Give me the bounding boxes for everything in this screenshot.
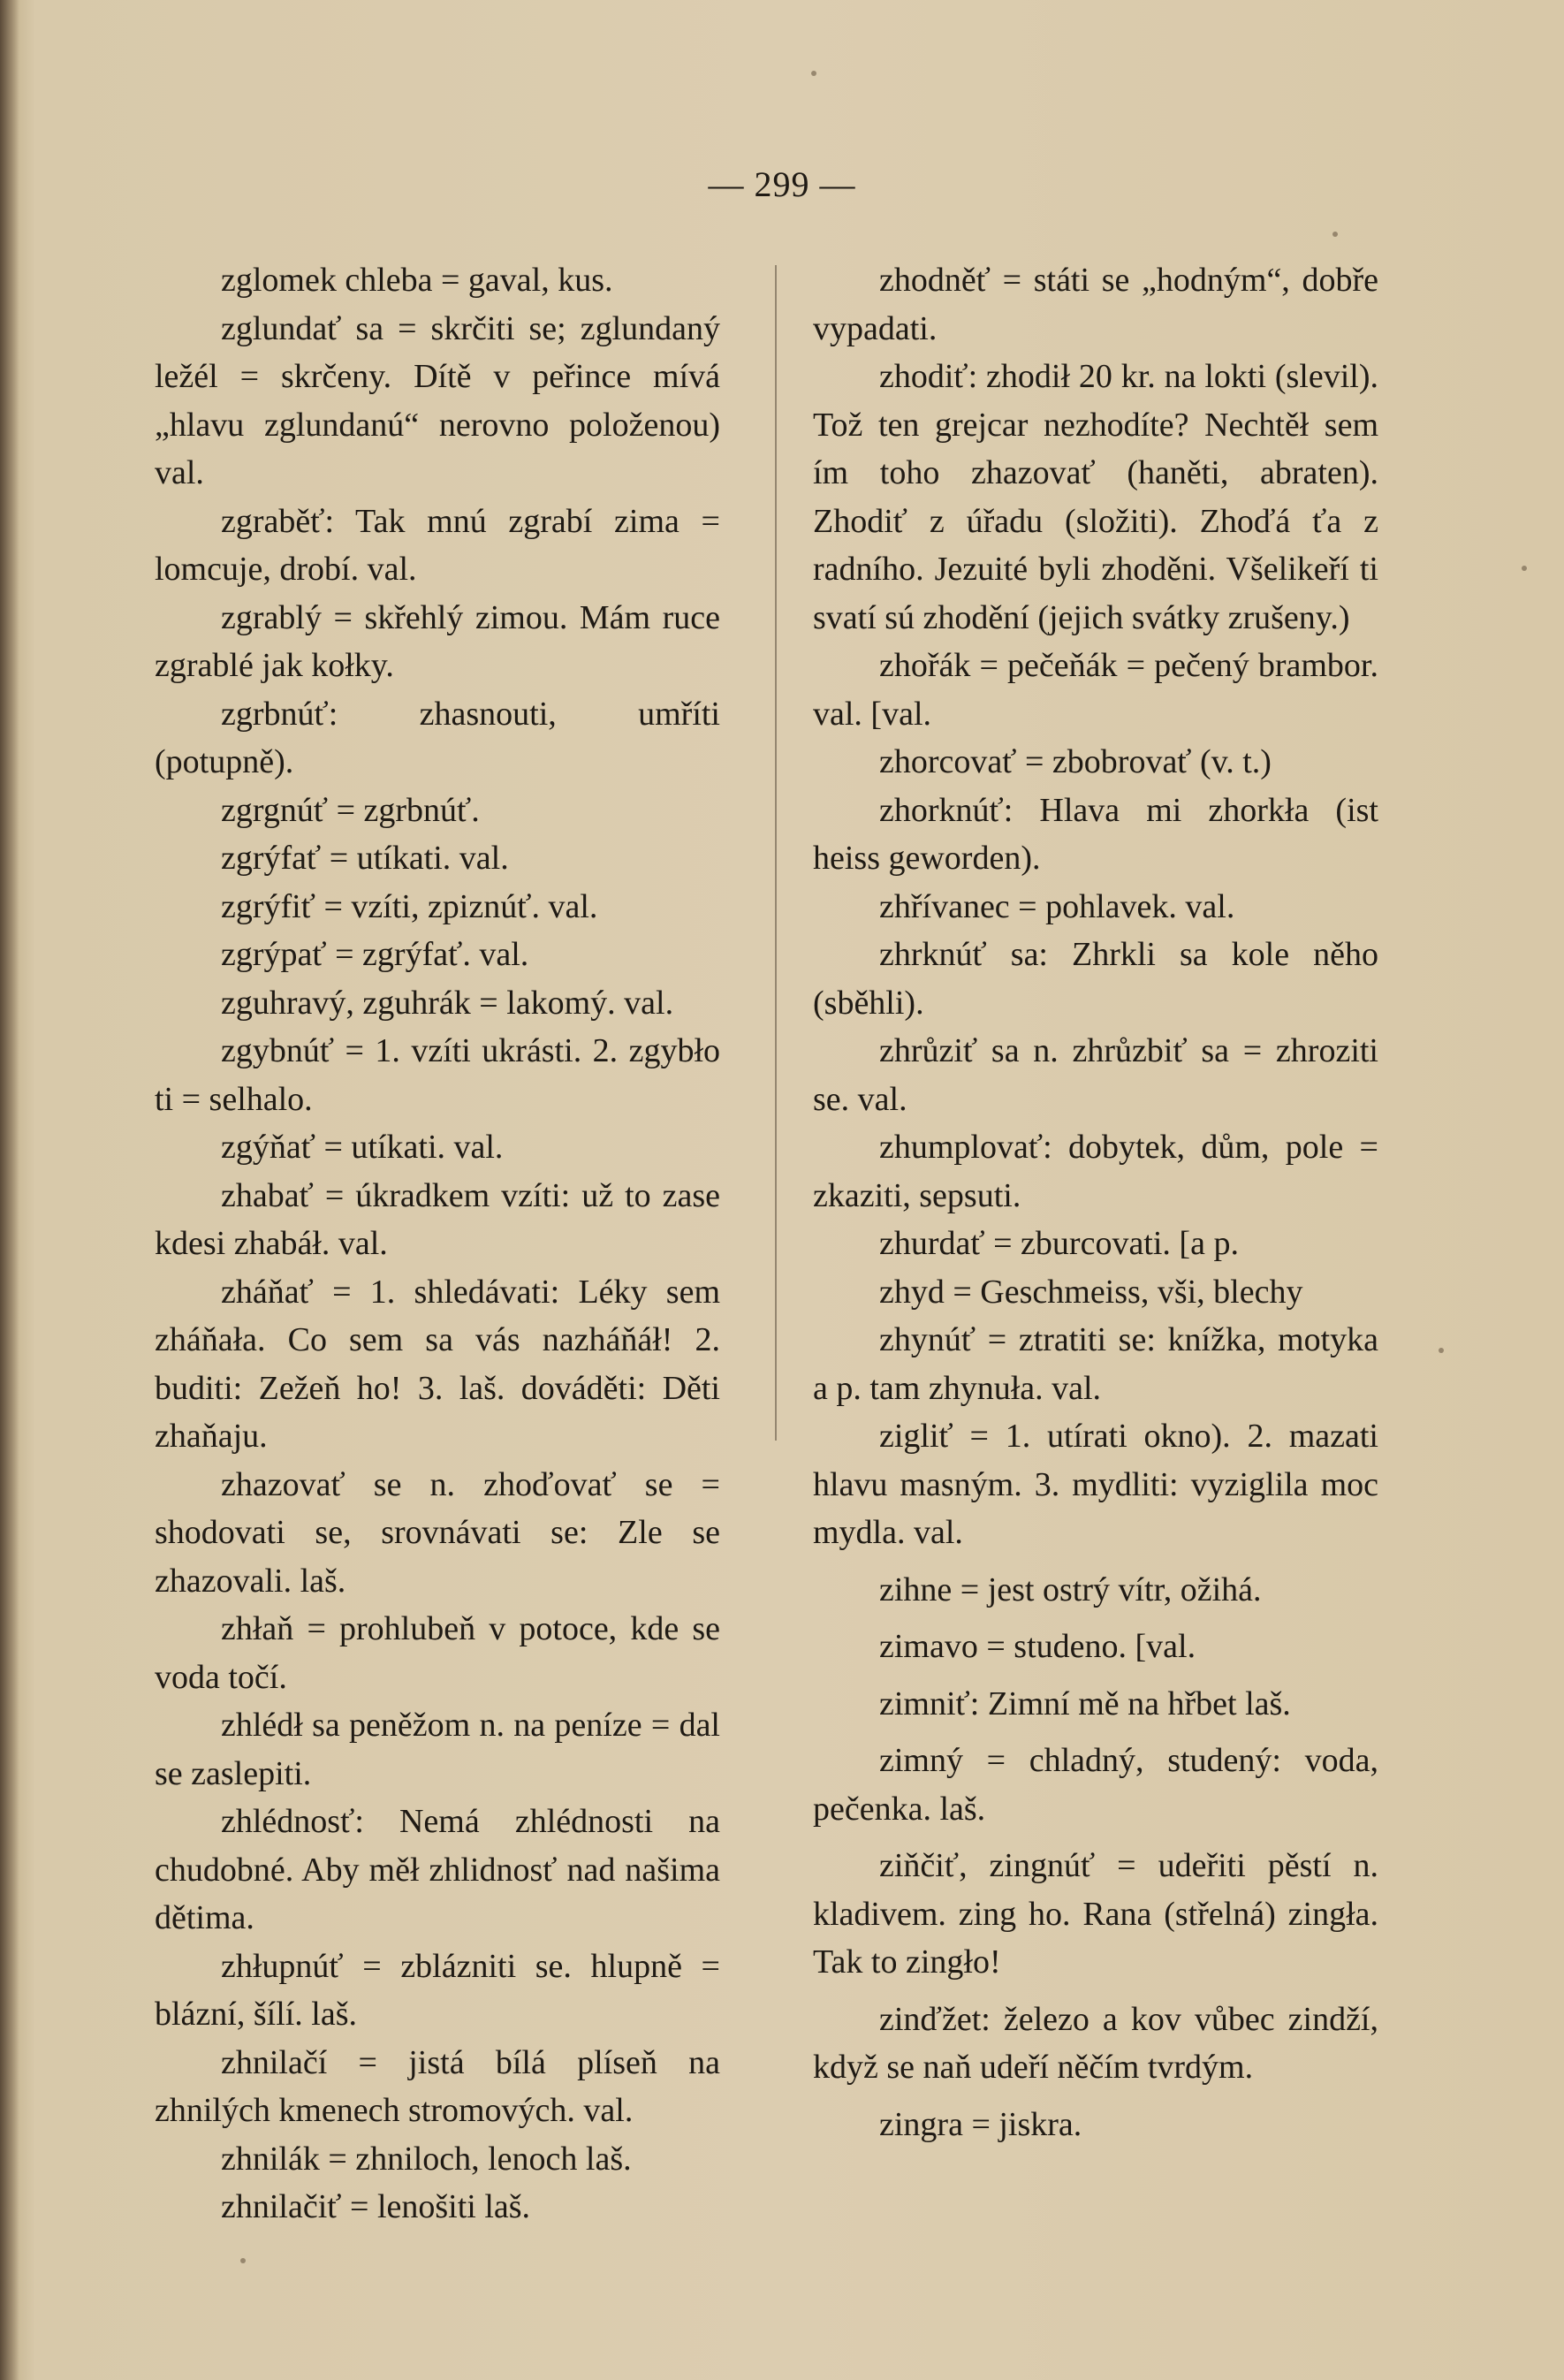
dictionary-entry: zhorcovať = zbobrovať (v. t.) — [879, 743, 1272, 780]
dictionary-entry: zhřívanec = pohlavek. val. — [879, 887, 1235, 925]
dictionary-entry: zhabať = úkradkem vzíti: už to zase kdesi zhabáł. val. — [155, 1176, 720, 1262]
dictionary-entry: zhořák = pečeňák = pečený brambor. val. [val. — [813, 647, 1378, 733]
dictionary-entry: zgrýfať = utíkati. val. — [221, 840, 509, 877]
dictionary-entry: zháňať = 1. shledávati: Léky sem zháňała. Co sem sa vás nazháňáł! 2. buditi: Zežeň ho! 3. laš. dováděti: Děti zhaňaju. — [155, 1273, 720, 1455]
paper-speck — [1439, 1348, 1444, 1353]
dictionary-entry: zimniť: Zimní mě na hřbet laš. — [879, 1684, 1291, 1722]
left-column — [155, 256, 720, 2232]
dictionary-entry: zinďžet: železo a kov vůbec zindží, když se naň udeří něčím tvrdým. — [813, 2000, 1378, 2086]
dictionary-entry: zhnilačí = jistá bílá plíseň na zhnilých kmenech stromových. val. — [155, 2043, 720, 2129]
dictionary-entry: zgybnúť = 1. vzíti ukrásti. 2. zgybło ti = selhalo. — [155, 1032, 720, 1118]
dictionary-entry: zgrbnúť: zhasnouti, umříti (potupně). — [155, 695, 720, 780]
dictionary-entry: zingra = jiskra. — [879, 2105, 1082, 2143]
dictionary-entry: zigliť = 1. utírati okno). 2. mazati hlavu masným. 3. mydliti: vyziglila moc mydla. val. — [813, 1418, 1378, 1551]
dictionary-entry: zhorknúť: Hlava mi zhorkła (ist heiss geworden). — [813, 791, 1378, 877]
dictionary-entry: zgrablý = skřehlý zimou. Mám ruce zgrablé jak kołky. — [155, 598, 720, 684]
dictionary-entry: zhurdať = zburcovati. [a p. — [879, 1225, 1239, 1262]
dictionary-entry: zglomek chleba = gaval, kus. — [221, 262, 613, 299]
dictionary-entry: zhnilačiť = lenošiti laš. — [221, 2188, 531, 2225]
dictionary-entry: zglundať sa = skrčiti se; zglundaný ležél = skrčeny. Dítě v peřince mívá „hlavu zglundanú“ nerovno položenou) val. — [155, 309, 720, 491]
dictionary-entry: zhyd = Geschmeiss, vši, blechy — [879, 1273, 1303, 1311]
dictionary-entry: zgrýfiť = vzíti, zpiznúť. val. — [221, 887, 598, 925]
dictionary-entry: zhynúť = ztratiti se: knížka, motyka a p. tam zhynuła. val. — [813, 1321, 1378, 1407]
dictionary-entry: zhrůziť sa n. zhrůzbiť sa = zhroziti se. val. — [813, 1032, 1378, 1118]
dictionary-entry: zguhravý, zguhrák = lakomý. val. — [221, 984, 674, 1022]
dictionary-entry: ziňčiť, zingnúť = udeřiti pěstí n. kladivem. zing ho. Rana (střelná) zingła. Tak to zingło! — [813, 1847, 1378, 1981]
dictionary-entry: zhazovať se n. zhoďovať se = shodovati se, srovnávati se: Zle se zhazovali. laš. — [155, 1465, 720, 1600]
dictionary-entry: zhlédnosť: Nemá zhlédnosti na chudobné. Aby měł zhlidnosť nad našima dětima. — [155, 1803, 720, 1936]
dictionary-entry: zhodněť = státi se „hodným“, dobře vypadati. — [813, 262, 1378, 347]
dictionary-entry: zgýňať = utíkati. val. — [221, 1129, 504, 1166]
dictionary-entry: zimný = chladný, studený: voda, pečenka. laš. — [813, 1742, 1378, 1828]
page-number: — 299 — — [708, 164, 856, 204]
right-column — [813, 256, 1378, 2148]
dictionary-entry: zhodiť: zhodił 20 kr. na lokti (slevil). Tož ten grejcar nezhodíte? Nechtěł sem ím toho zhazovať (haněti, abraten). Zhodiť z úřadu (složiti). Zhoďá ťa z radního. Jezuité byli zhoděni. Všelikeří ti svatí sú zhodění (jejich svátky zrušeny.) — [813, 358, 1378, 636]
paper-speck — [1522, 566, 1527, 571]
paper-speck — [1332, 232, 1338, 237]
book-spine-shadow — [0, 0, 19, 2380]
dictionary-entry: zhrknúť sa: Zhrkli sa kole něho (sběhli). — [813, 936, 1378, 1022]
dictionary-entry: zhłaň = prohlubeň v potoce, kde se voda točí. — [155, 1610, 720, 1696]
dictionary-entry: zihne = jest ostrý vítr, ožihá. — [879, 1570, 1262, 1608]
dictionary-entry: zhumplovať: dobytek, dům, pole = zkaziti, sepsuti. — [813, 1129, 1378, 1214]
paper-speck — [811, 71, 816, 76]
dictionary-entry: zhłupnúť = zblázniti se. hlupně = blázní, šílí. laš. — [155, 1947, 720, 2033]
paper-speck — [240, 2258, 246, 2263]
column-divider — [775, 265, 777, 1441]
dictionary-entry: zgraběť: Tak mnú zgrabí zima = lomcuje, drobí. val. — [155, 502, 720, 588]
dictionary-entry: zhnilák = zhniloch, lenoch laš. — [221, 2140, 632, 2178]
dictionary-entry: zgrýpať = zgrýfať. val. — [221, 936, 529, 973]
dictionary-entry: zgrgnúť = zgrbnúť. — [221, 791, 480, 829]
dictionary-entry: zimavo = studeno. [val. — [879, 1628, 1196, 1665]
dictionary-entry: zhlédł sa peněžom n. na peníze = dal se zaslepiti. — [155, 1707, 720, 1792]
